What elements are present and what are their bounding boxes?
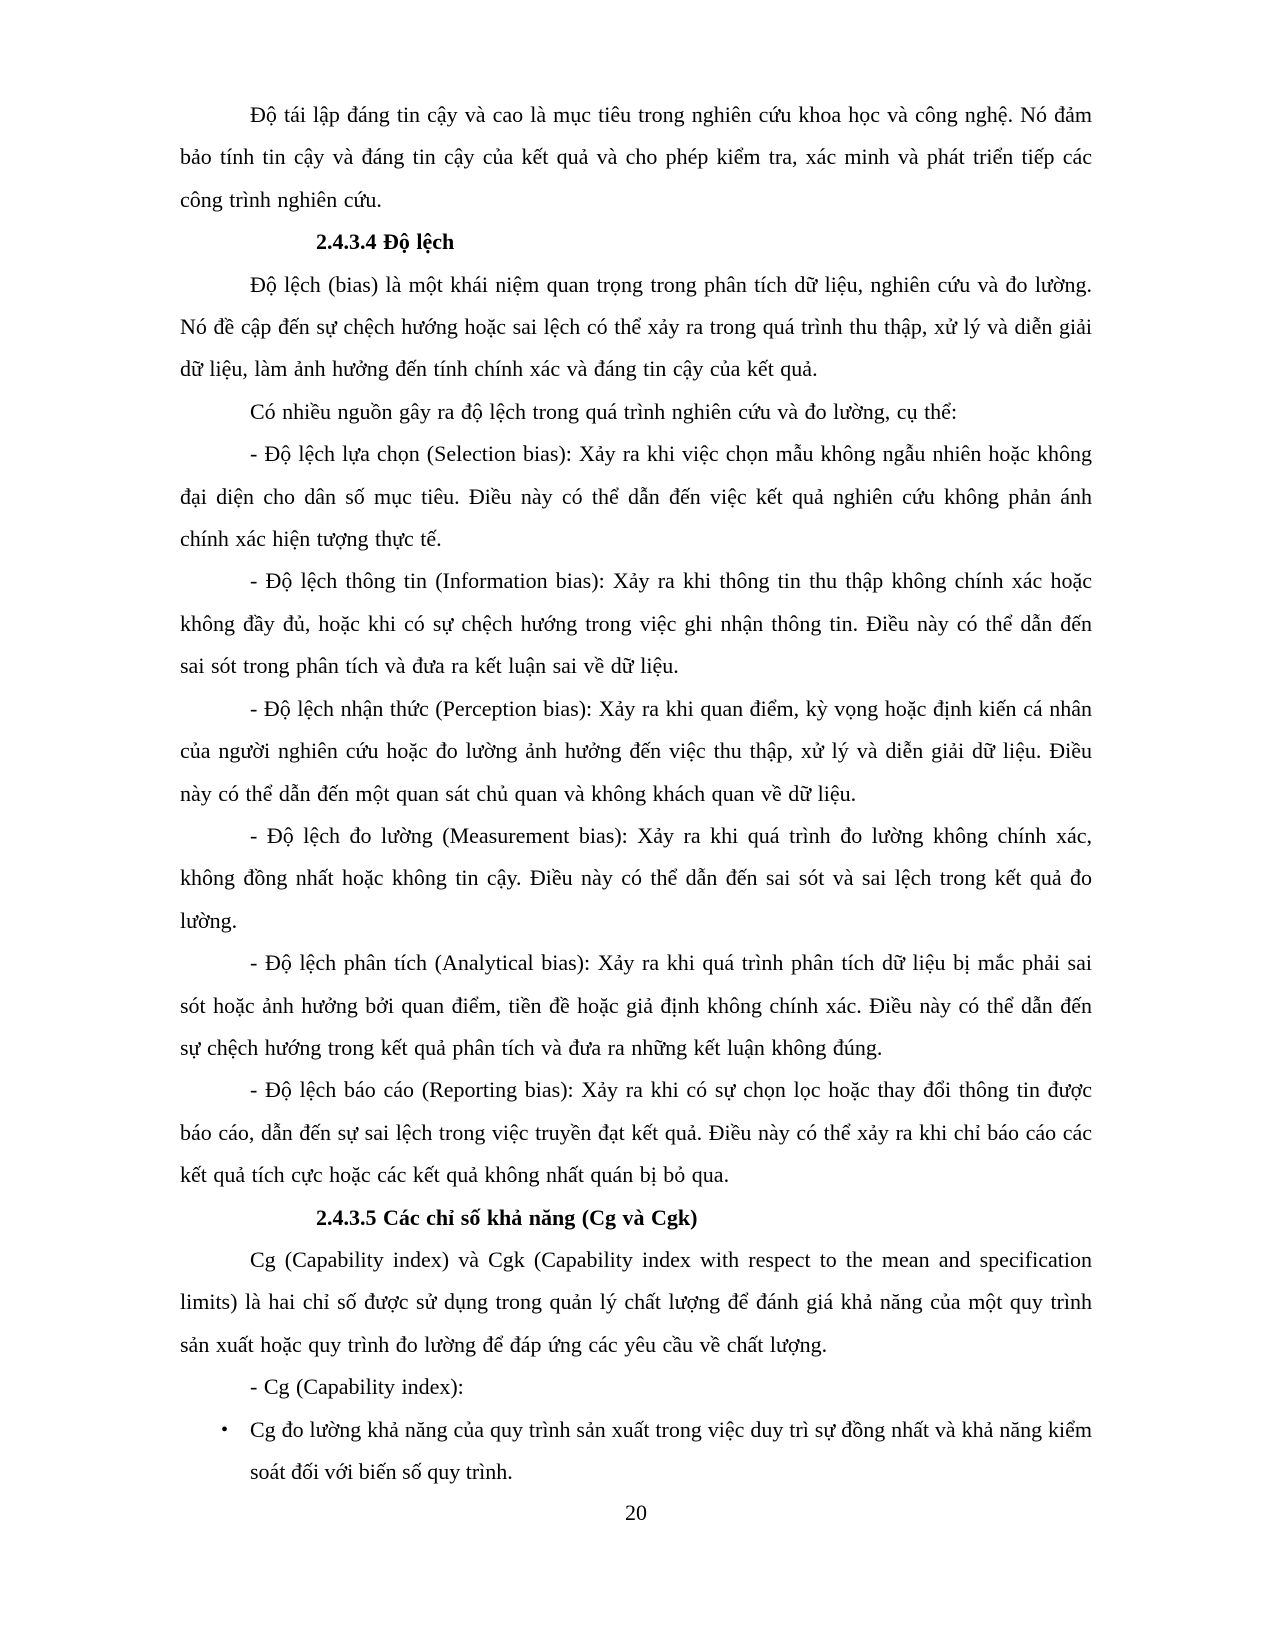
paragraph-selection-bias: - Độ lệch lựa chọn (Selection bias): Xảy ra khi việc chọn mẫu không ngẫu nhiên hoặc không đại diện cho dân số mục tiêu. Điều này có thể dẫn đến việc kết quả nghiên cứu không phản ánh chính xác hiện tượng thực tế. — [180, 441, 1092, 552]
page-number: 20 — [625, 1500, 647, 1525]
paragraph-cg-label: - Cg (Capability index): — [250, 1374, 464, 1400]
paragraph-perception-bias: - Độ lệch nhận thức (Perception bias): Xảy ra khi quan điểm, kỳ vọng hoặc định kiến cá nhân của người nghiên cứu hoặc đo lường ảnh hưởng đến việc thu thập, xử lý và diễn giải dữ liệu. Điều này có thể dẫn đến một quan sát chủ quan và không khách quan về dữ liệu. — [180, 695, 1092, 806]
paragraph-bias-intro: Độ lệch (bias) là một khái niệm quan trọng trong phân tích dữ liệu, nghiên cứu và đo lường. Nó đề cập đến sự chệch hướng hoặc sai lệch có thể xảy ra trong quá trình thu thập, xử lý và diễn giải dữ liệu, làm ảnh hưởng đến tính chính xác và đáng tin cậy của kết quả. — [180, 271, 1092, 382]
paragraph-reproducibility: Độ tái lập đáng tin cậy và cao là mục tiêu trong nghiên cứu khoa học và công nghệ. Nó đảm bảo tính tin cậy và đáng tin cậy của kết quả và cho phép kiểm tra, xác minh và phát triển tiếp các công trình nghiên cứu. — [180, 102, 1092, 212]
paragraph-measurement-bias: - Độ lệch đo lường (Measurement bias): Xảy ra khi quá trình đo lường không chính xác, không đồng nhất hoặc không tin cậy. Điều này có thể dẫn đến sai sót và sai lệch trong kết quả đo lường. — [180, 822, 1092, 933]
page-content — [180, 94, 1092, 1493]
bullet-item-cg — [221, 1409, 1092, 1494]
section-heading-2-4-3-5: 2.4.3.5 Các chỉ số khả năng (Cg và Cgk) — [316, 1204, 698, 1230]
bullet-item-text: Cg đo lường khả năng của quy trình sản xuất trong việc duy trì sự đồng nhất và khả năng kiểm soát đối với biến số quy trình. — [250, 1416, 1092, 1484]
bullet-marker-icon: • — [221, 1418, 229, 1441]
paragraph-reporting-bias: - Độ lệch báo cáo (Reporting bias): Xảy ra khi có sự chọn lọc hoặc thay đổi thông tin được báo cáo, dẫn đến sự sai lệch trong việc truyền đạt kết quả. Điều này có thể xảy ra khi chỉ báo cáo các kết quả tích cực hoặc các kết quả không nhất quán bị bỏ qua. — [180, 1077, 1092, 1188]
section-heading-2-4-3-4: 2.4.3.4 Độ lệch — [316, 229, 455, 255]
paragraph-cg-cgk-intro: Cg (Capability index) và Cgk (Capability index with respect to the mean and specification limits) là hai chỉ số được sử dụng trong quản lý chất lượng để đánh giá khả năng của một quy trình sản xuất hoặc quy trình đo lường để đáp ứng các yêu cầu về chất lượng. — [180, 1246, 1092, 1357]
paragraph-information-bias: - Độ lệch thông tin (Information bias): Xảy ra khi thông tin thu thập không chính xác hoặc không đầy đủ, hoặc khi có sự chệch hướng trong việc ghi nhận thông tin. Điều này có thể dẫn đến sai sót trong phân tích và đưa ra kết luận sai về dữ liệu. — [180, 568, 1092, 679]
paragraph-bias-sources: Có nhiều nguồn gây ra độ lệch trong quá trình nghiên cứu và đo lường, cụ thể: — [250, 398, 958, 424]
paragraph-analytical-bias: - Độ lệch phân tích (Analytical bias): Xảy ra khi quá trình phân tích dữ liệu bị mắc phải sai sót hoặc ảnh hưởng bởi quan điểm, tiền đề hoặc giả định không chính xác. Điều này có thể dẫn đến sự chệch hướng trong kết quả phân tích và đưa ra những kết luận không đúng. — [180, 950, 1092, 1060]
